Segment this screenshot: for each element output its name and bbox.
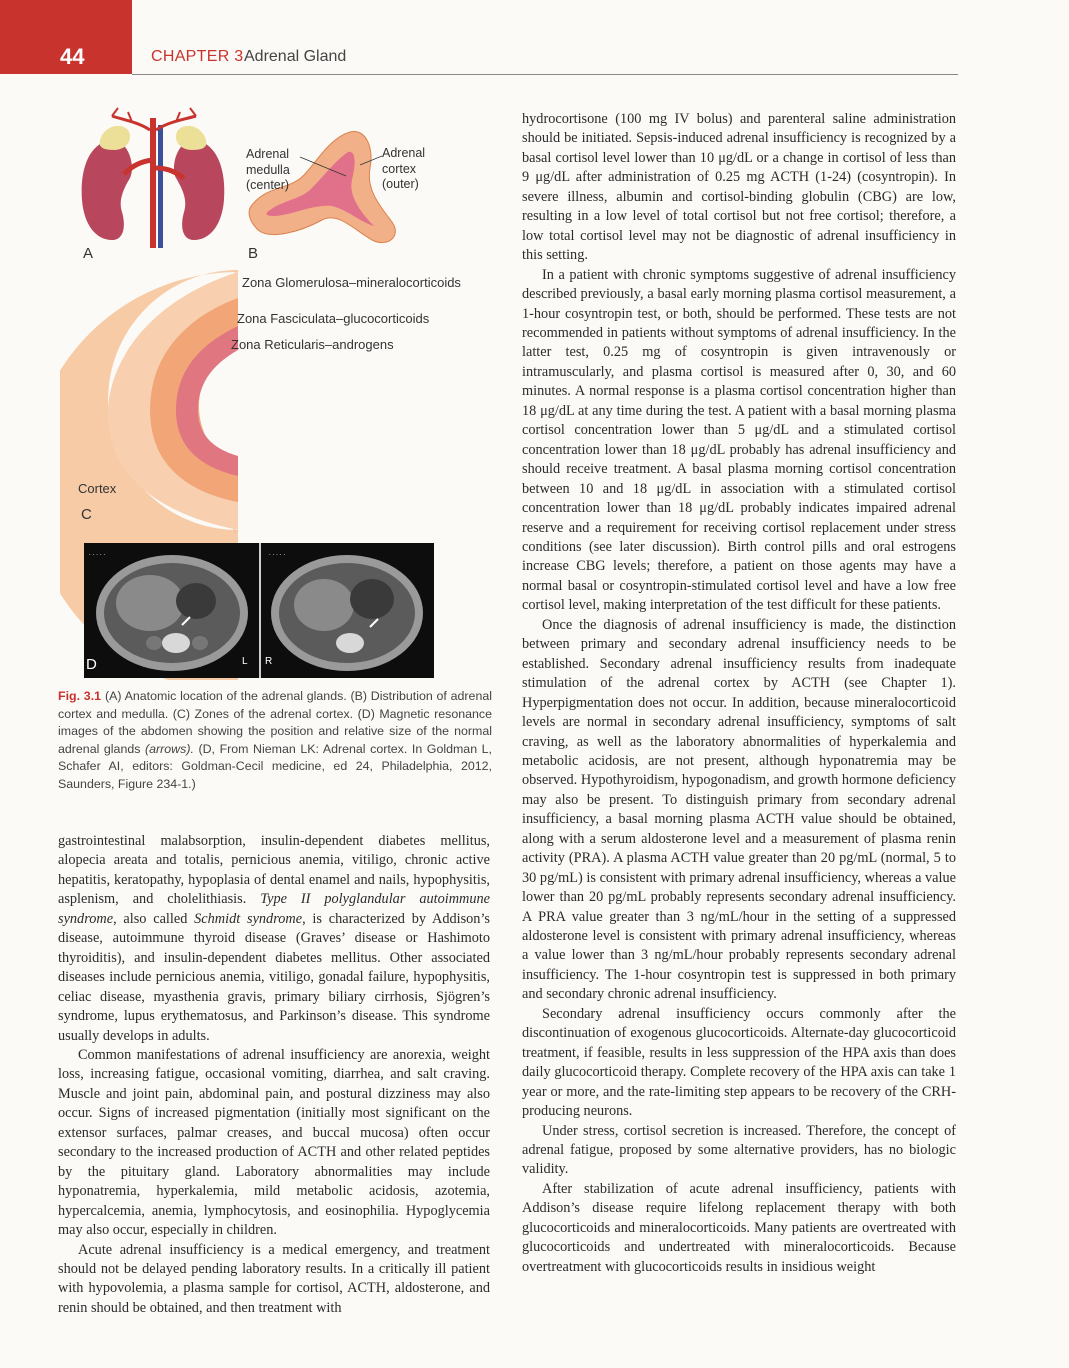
panel-a-label: A [83, 245, 94, 262]
paragraph: Under stress, cortisol secretion is increased. Therefore, the concept of adrenal fatigue, proposed by some alternative providers, has no biologic validity. [522, 1122, 956, 1178]
paragraph: After stabilization of acute adrenal insufficiency, patients with Addison’s disease require lifelong replacement therapy with both glucocorticoids and mineralocorticoids. Many patients are overtreated with glucocorticoids and undertreated with mineralocorticoids. Because overtreatment with glucocorticoids results in insidious weight [522, 1180, 956, 1275]
cortex-label: Adrenal cortex (outer) [382, 146, 426, 191]
panel-b-label: B [248, 245, 259, 262]
figure-caption [58, 688, 492, 794]
panel-c-label: C [81, 506, 92, 523]
chapter-title: Adrenal Gland [244, 48, 347, 65]
paragraph: Once the diagnosis of adrenal insufficiency is made, the distinction between primary and secondary adrenal insufficiency needs to be established. Secondary adrenal insufficiency results from inadequate stimulation of the adrenal cortex by ACTH (see Chapter 1). Hyperpigmentation does not occur. In addition, because mineralocorticoid levels are normal in secondary adrenal insufficiency, symptoms of salt craving, as well as the laboratory abnormalities of hyperkalemia and metabolic acidosis, are not present, although hyponatremia may be observed. Hypothyroidism, hypogonadism, and growth hormone deficiency may also be present. To distinguish primary from secondary adrenal insufficiency, a basal morning plasma ACTH value should be obtained, along with a serum aldosterone level and a measurement of plasma renin activity (PRA). A plasma ACTH value greater than 20 pg/mL (normal, 5 to 30 pg/mL) is consistent with primary adrenal insufficiency, whereas a value lower than 20 pg/mL probably represents secondary adrenal insufficiency. A PRA value greater than 3 ng/mL/hour in the setting of a suppressed aldosterone level is consistent with primary adrenal insufficiency, whereas a value lower than 3 ng/mL/hour probably represents secondary adrenal insufficiency. The 1-hour cosyntropin test is suppressed in both primary and secondary chronic adrenal insufficiency. [522, 616, 956, 1003]
svg-text:.....: ..... [268, 550, 287, 557]
paragraph: hydrocortisone (100 mg IV bolus) and parenteral saline administration should be initiated. Sepsis-induced adrenal insufficiency is recognized by a basal cortisol level lower than 10 μg/dL or a change in cortisol of less than 9 μg/dL after administration of 0.25 mg ACTH (1-24) (cosyntropin). In severe illness, albumin and cortisol-binding globulin (CBG) are low, resulting in a low level of total cortisol but not free cortisol; therefore, a low total cortisol level may not be diagnostic of adrenal insufficiency in this setting. [522, 111, 956, 264]
ct-marker-l: L [242, 656, 248, 667]
caption-text: (A) Anatomic location of the adrenal glands. (B) Distribution of adrenal cortex and medulla. (C) Zones of the adrenal cortex. (D) Magnetic resonance images of the abdomen showing the position and relative size of the normal adrenal glands [58, 689, 492, 756]
caption-source: (D, From Nieman LK: Adrenal cortex. In Goldman L, Schafer AI, editors: Goldman-Cecil medicine, ed 24, Philadelphia, 2012, Saunders, Figure 234-1.) [58, 741, 492, 791]
left-text-column [58, 832, 490, 1318]
paragraph: gastrointestinal malabsorption, insulin-dependent diabetes mellitus, alopecia areata and totalis, pernicious anemia, vitiligo, chronic active hepatitis, keratopathy, hypoplasia of dental enamel and nails, hypophysitis, asplenism, and cholelithiasis. Type II polyglandular autoimmune syndrome, also called Schmidt syndrome, is characterized by Addison’s disease, autoimmune thyroid disease (Graves’ disease or Hashimoto thyroiditis), and insulin-dependent diabetes mellitus. Other associated diseases include pernicious anemia, vitiligo, gonadal failure, hypophysitis, celiac disease, myasthenia gravis, primary biliary cirrhosis, Sjögren’s syndrome, lupus erythematosus, and Parkinson’s disease. This syndrome usually develops in adults. [58, 833, 490, 1044]
chapter-label: CHAPTER 3 [151, 48, 244, 65]
caption-arrows: (arrows). [145, 741, 194, 756]
right-text-column [522, 110, 956, 1277]
ct-marker-r: R [265, 656, 273, 667]
ct-scans-illustration [84, 543, 434, 678]
panel-a-kidneys-illustration [82, 108, 225, 248]
figure-label: Fig. 3.1 [58, 689, 102, 703]
svg-text:.....: ..... [88, 550, 107, 557]
cortex-word-label: Cortex [78, 481, 117, 496]
panel-d-ct-images [84, 543, 434, 678]
panel-d-label: D [86, 656, 97, 673]
zone-glomerulosa-label: Zona Glomerulosa–mineralocorticoids [242, 275, 461, 290]
header-rule [132, 74, 958, 75]
paragraph: Common manifestations of adrenal insufficiency are anorexia, weight loss, increasing fatigue, occasional vomiting, diarrhea, and salt craving. Muscle and joint pain, abdominal pain, and postural dizziness may also occur. Signs of increased pigmentation (initially most significant on the extensor surfaces, palmar creases, and buccal mucosa) often occur secondary to the increased production of ACTH and other related peptides by the pituitary gland. Laboratory abnormalities may include hyponatremia, hyperkalemia, mild metabolic acidosis, azotemia, hypercalcemia, anemia, lymphocytosis, and eosinophilia. Hypoglycemia may also occur, especially in children. [58, 1046, 490, 1239]
paragraph: Secondary adrenal insufficiency occurs commonly after the discontinuation of exogenous glucocorticoids. Alternate-day glucocorticoid treatment, if feasible, results in less suppression of the HPA axis than does daily glucocorticoid therapy. Complete recovery of the HPA axis can take 1 year or more, and the rate-limiting step appears to be recovery of the CRH-producing neurons. [522, 1005, 956, 1120]
paragraph: In a patient with chronic symptoms suggestive of adrenal insufficiency described previously, a basal early morning plasma cortisol measurement, a 1-hour cosyntropin test, or both, should be performed. These tests are not recommended in patients without symptoms of adrenal insufficiency. In the latter test, 0.25 mg of cosyntropin is given intravenously or intramuscularly, and plasma cortisol is measured after 0, 30, and 60 minutes. A normal response is a plasma cortisol concentration higher than 18 μg/dL at any time during the test. A patient with a basal morning plasma cortisol concentration lower than 5 μg/dL and a stimulated cortisol concentration lower than 18 μg/dL probably has adrenal insufficiency and should receive treatment. A basal plasma morning cortisol concentration between 10 and 18 μg/dL in association with a stimulated cortisol concentration lower than 18 μg/dL probably indicates impaired adrenal reserve and a requirement for receiving cortisol replacement under stress conditions (see later discussion). Birth control pills and oral estrogens increase CBG levels; therefore, a patient on those agents may have a normal basal or cosyntropin-stimulated cortisol level and have a low free cortisol level, making interpretation of the test difficult for these patients. [522, 266, 956, 614]
medulla-label: Adrenal medulla (center) [246, 147, 290, 192]
paragraph: Acute adrenal insufficiency is a medical emergency, and treatment should not be delayed pending laboratory results. In a critically ill patient with hypovolemia, a plasma sample for cortisol, ACTH, aldosterone, and renin should be obtained, and then treatment with [58, 1241, 490, 1316]
zone-reticularis-label: Zona Reticularis–androgens [231, 337, 394, 352]
page-number: 44 [60, 44, 85, 69]
zone-fasciculata-label: Zona Fasciculata–glucocorticoids [237, 311, 430, 326]
